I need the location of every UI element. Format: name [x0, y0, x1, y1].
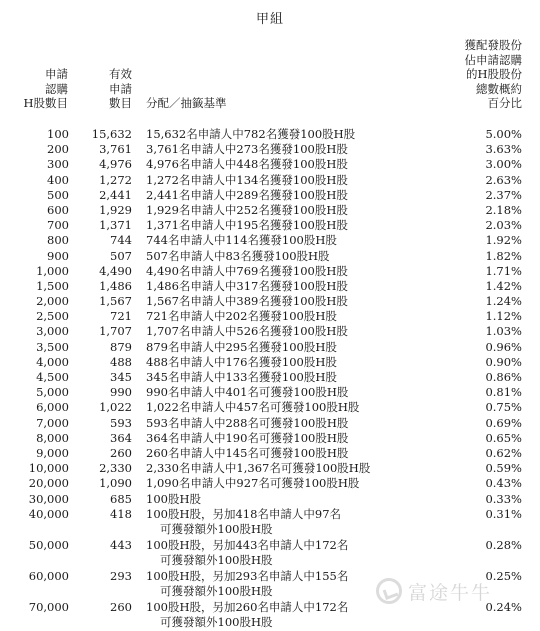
cell-valid-applications: 1,090	[99, 476, 132, 491]
table-row	[0, 142, 540, 157]
cell-percentage: 2.37%	[485, 187, 522, 202]
cell-valid-applications: 507	[110, 248, 132, 263]
cell-applied-shares: 500	[47, 187, 69, 202]
cell-basis-line: 345名申請人中133名獲發100股H股	[146, 370, 337, 384]
table-row	[0, 157, 540, 172]
cell-basis	[146, 355, 436, 370]
watermark-text: 富途牛牛	[408, 582, 493, 604]
cell-basis-line: 260名申請人中145名可獲發100股H股	[146, 445, 349, 460]
cell-applied-shares: 4,500	[36, 370, 69, 384]
header-basis: 分配／抽籤基準	[146, 96, 227, 110]
cell-applied-shares: 400	[47, 172, 69, 187]
cell-percentage: 1.42%	[485, 278, 522, 293]
cell-basis	[146, 431, 436, 446]
cell-percentage: 0.24%	[485, 599, 522, 614]
cell-applied-shares: 50,000	[28, 537, 69, 552]
cell-percentage: 0.96%	[485, 339, 522, 354]
cell-applied-shares: 700	[47, 218, 69, 233]
cell-applied-shares: 800	[47, 233, 69, 248]
cell-applied-shares: 9,000	[36, 445, 69, 460]
cell-valid-applications: 990	[110, 385, 132, 400]
cell-basis	[146, 324, 436, 339]
cell-percentage: 0.69%	[485, 415, 522, 430]
cell-valid-applications: 364	[110, 430, 132, 445]
cell-applied-shares: 1,500	[36, 278, 69, 293]
cell-basis	[146, 370, 436, 385]
table-row	[0, 461, 540, 476]
table-row	[0, 431, 540, 446]
cell-valid-applications: 2,330	[99, 461, 132, 476]
cell-valid-applications: 1,707	[99, 324, 132, 339]
cell-percentage: 1.03%	[485, 324, 522, 339]
cell-applied-shares: 900	[47, 248, 69, 263]
table-row	[0, 294, 540, 309]
cell-valid-applications: 15,632	[91, 127, 132, 141]
cell-applied-shares: 300	[47, 157, 69, 172]
table-row	[0, 446, 540, 461]
cell-basis-line: 593名申請人中288名可獲發100股H股	[146, 415, 349, 430]
cell-basis-line: 3,761名申請人中273名獲發100股H股	[146, 142, 348, 157]
cell-basis-line: 1,090名申請人中927名可獲發100股H股	[146, 476, 360, 491]
cell-valid-applications: 4,490	[99, 263, 132, 278]
cell-applied-shares: 600	[47, 202, 69, 217]
futu-logo-icon	[376, 578, 402, 604]
cell-percentage: 0.59%	[485, 461, 522, 476]
cell-applied-shares: 6,000	[36, 400, 69, 415]
table-row	[0, 355, 540, 370]
group-title: 甲組	[255, 12, 284, 27]
table-row	[0, 279, 540, 294]
cell-valid-applications: 1,272	[99, 172, 132, 187]
cell-valid-applications: 418	[110, 506, 132, 521]
table-row	[0, 507, 540, 538]
cell-basis	[146, 188, 436, 203]
cell-basis-line: 879名申請人中295名獲發100股H股	[146, 339, 337, 354]
cell-basis-line: 2,441名申請人中289名獲發100股H股	[146, 187, 348, 202]
cell-basis	[146, 461, 436, 476]
table-row	[0, 233, 540, 248]
cell-percentage: 3.00%	[485, 157, 522, 172]
cell-percentage: 2.18%	[485, 202, 522, 217]
cell-basis	[146, 203, 436, 218]
cell-basis	[146, 218, 436, 233]
table-row	[0, 340, 540, 355]
cell-basis-line: 990名申請人中401名可獲發100股H股	[146, 385, 349, 400]
cell-basis	[146, 416, 436, 431]
cell-basis-line: 100股H股，另加443名申請人中172名	[146, 537, 349, 552]
cell-valid-applications: 1,371	[99, 218, 132, 233]
cell-percentage: 1.24%	[485, 294, 522, 309]
cell-percentage: 2.63%	[485, 172, 522, 187]
table-row	[0, 173, 540, 188]
cell-percentage: 0.75%	[485, 400, 522, 415]
cell-basis-line: 1,707名申請人中526名獲發100股H股	[146, 324, 348, 339]
cell-percentage: 2.03%	[485, 218, 522, 233]
cell-percentage: 1.71%	[485, 263, 522, 278]
cell-basis-line: 15,632名申請人中782名獲發100股H股	[146, 127, 356, 141]
table-row	[0, 476, 540, 491]
cell-valid-applications: 488	[110, 354, 132, 369]
cell-basis	[146, 249, 436, 264]
cell-basis-line-2: 可獲發額外100股H股	[160, 521, 273, 536]
cell-valid-applications: 685	[110, 491, 132, 506]
cell-basis-line-2: 可獲發額外100股H股	[160, 614, 273, 629]
cell-valid-applications: 721	[110, 309, 132, 324]
cell-percentage: 0.25%	[485, 568, 522, 583]
table-row	[0, 203, 540, 218]
cell-percentage: 0.90%	[485, 354, 522, 369]
cell-basis	[146, 127, 436, 142]
cell-applied-shares: 40,000	[28, 506, 69, 521]
cell-basis-line: 100股H股	[146, 491, 201, 506]
cell-applied-shares: 60,000	[28, 568, 69, 583]
cell-valid-applications: 443	[110, 537, 132, 552]
cell-basis-line: 507名申請人中83名獲發100股H股	[146, 248, 330, 263]
cell-basis	[146, 173, 436, 188]
cell-basis-line: 488名申請人中176名獲發100股H股	[146, 354, 337, 369]
cell-percentage: 1.12%	[485, 309, 522, 324]
cell-valid-applications: 744	[110, 233, 132, 248]
cell-valid-applications: 2,441	[99, 187, 132, 202]
watermark	[376, 574, 536, 610]
cell-valid-applications: 260	[110, 445, 132, 460]
cell-percentage: 0.65%	[485, 430, 522, 445]
cell-basis-line: 1,567名申請人中389名獲發100股H股	[146, 294, 348, 309]
cell-valid-applications: 345	[110, 370, 132, 384]
cell-basis-line: 2,330名申請人中1,367名可獲發100股H股	[146, 461, 371, 476]
cell-basis	[146, 264, 436, 279]
cell-applied-shares: 4,000	[36, 354, 69, 369]
cell-percentage: 0.28%	[485, 537, 522, 552]
cell-percentage: 3.63%	[485, 142, 522, 157]
cell-valid-applications: 3,761	[99, 142, 132, 157]
cell-applied-shares: 10,000	[28, 461, 69, 476]
cell-valid-applications: 593	[110, 415, 132, 430]
cell-applied-shares: 100	[47, 127, 69, 141]
table-row	[0, 538, 540, 569]
cell-percentage: 0.86%	[485, 370, 522, 384]
cell-valid-applications: 1,486	[99, 278, 132, 293]
cell-basis	[146, 446, 436, 461]
cell-percentage: 0.31%	[485, 506, 522, 521]
cell-valid-applications: 260	[110, 599, 132, 614]
cell-basis-line-2: 可獲發額外100股H股	[160, 583, 273, 598]
table-row	[0, 249, 540, 264]
cell-basis-line: 1,486名申請人中317名獲發100股H股	[146, 278, 348, 293]
cell-basis	[146, 233, 436, 248]
cell-basis-line: 364名申請人中190名可獲發100股H股	[146, 430, 349, 445]
cell-applied-shares: 2,000	[36, 294, 69, 309]
cell-applied-shares: 1,000	[36, 263, 69, 278]
table-row	[0, 324, 540, 339]
cell-percentage: 0.62%	[485, 445, 522, 460]
table-row	[0, 416, 540, 431]
table-row	[0, 492, 540, 507]
cell-applied-shares: 8,000	[36, 430, 69, 445]
cell-applied-shares: 2,500	[36, 309, 69, 324]
table-row	[0, 264, 540, 279]
table-row	[0, 188, 540, 203]
cell-valid-applications: 4,976	[99, 157, 132, 172]
cell-basis-line: 100股H股，另加260名申請人中172名	[146, 599, 349, 614]
table-row	[0, 218, 540, 233]
cell-basis	[146, 492, 436, 507]
header-percentage: 獲配發股份 佔申請認購 的H股股份 總數概約 百分比	[464, 38, 522, 110]
cell-applied-shares: 200	[47, 142, 69, 157]
cell-applied-shares: 30,000	[28, 491, 69, 506]
header-valid-applications: 有效 申請 數目	[109, 67, 132, 110]
cell-basis-line: 1,929名申請人中252名獲發100股H股	[146, 202, 348, 217]
cell-basis	[146, 309, 436, 324]
table-row	[0, 309, 540, 324]
cell-applied-shares: 3,000	[36, 324, 69, 339]
cell-percentage: 5.00%	[485, 127, 522, 141]
cell-basis	[146, 157, 436, 172]
cell-basis	[146, 507, 436, 537]
cell-valid-applications: 879	[110, 339, 132, 354]
cell-basis-line: 4,976名申請人中448名獲發100股H股	[146, 157, 348, 172]
cell-percentage: 0.81%	[485, 385, 522, 400]
cell-basis	[146, 476, 436, 491]
cell-basis-line: 100股H股，另加293名申請人中155名	[146, 568, 349, 583]
cell-basis-line: 4,490名申請人中769名獲發100股H股	[146, 263, 348, 278]
table-row	[0, 385, 540, 400]
cell-valid-applications: 1,022	[99, 400, 132, 415]
table-row	[0, 370, 540, 385]
cell-basis	[146, 400, 436, 415]
cell-basis	[146, 385, 436, 400]
cell-basis-line: 1,022名申請人中457名可獲發100股H股	[146, 400, 360, 415]
cell-basis-line: 1,371名申請人中195名獲發100股H股	[146, 218, 348, 233]
cell-valid-applications: 1,929	[99, 202, 132, 217]
cell-basis	[146, 142, 436, 157]
table-row	[0, 127, 540, 142]
cell-applied-shares: 70,000	[28, 599, 69, 614]
cell-percentage: 0.33%	[485, 491, 522, 506]
cell-basis-line-2: 可獲發額外100股H股	[160, 552, 273, 567]
cell-applied-shares: 7,000	[36, 415, 69, 430]
cell-applied-shares: 3,500	[36, 339, 69, 354]
cell-basis-line: 721名申請人中202名獲發100股H股	[146, 309, 337, 324]
cell-basis	[146, 279, 436, 294]
cell-applied-shares: 5,000	[36, 385, 69, 400]
allotment-rows	[0, 127, 540, 631]
header-applied-shares: 申請 認購 H股數目	[23, 67, 68, 110]
cell-basis-line: 744名申請人中114名獲發100股H股	[146, 233, 337, 248]
cell-basis	[146, 538, 436, 568]
cell-percentage: 1.92%	[485, 233, 522, 248]
cell-percentage: 0.43%	[485, 476, 522, 491]
cell-valid-applications: 293	[110, 568, 132, 583]
cell-applied-shares: 20,000	[28, 476, 69, 491]
cell-basis	[146, 294, 436, 309]
table-row	[0, 400, 540, 415]
cell-basis	[146, 340, 436, 355]
cell-basis-line: 100股H股，另加418名申請人中97名	[146, 506, 342, 521]
cell-basis-line: 1,272名申請人中134名獲發100股H股	[146, 172, 348, 187]
cell-percentage: 1.82%	[485, 248, 522, 263]
cell-valid-applications: 1,567	[99, 294, 132, 309]
